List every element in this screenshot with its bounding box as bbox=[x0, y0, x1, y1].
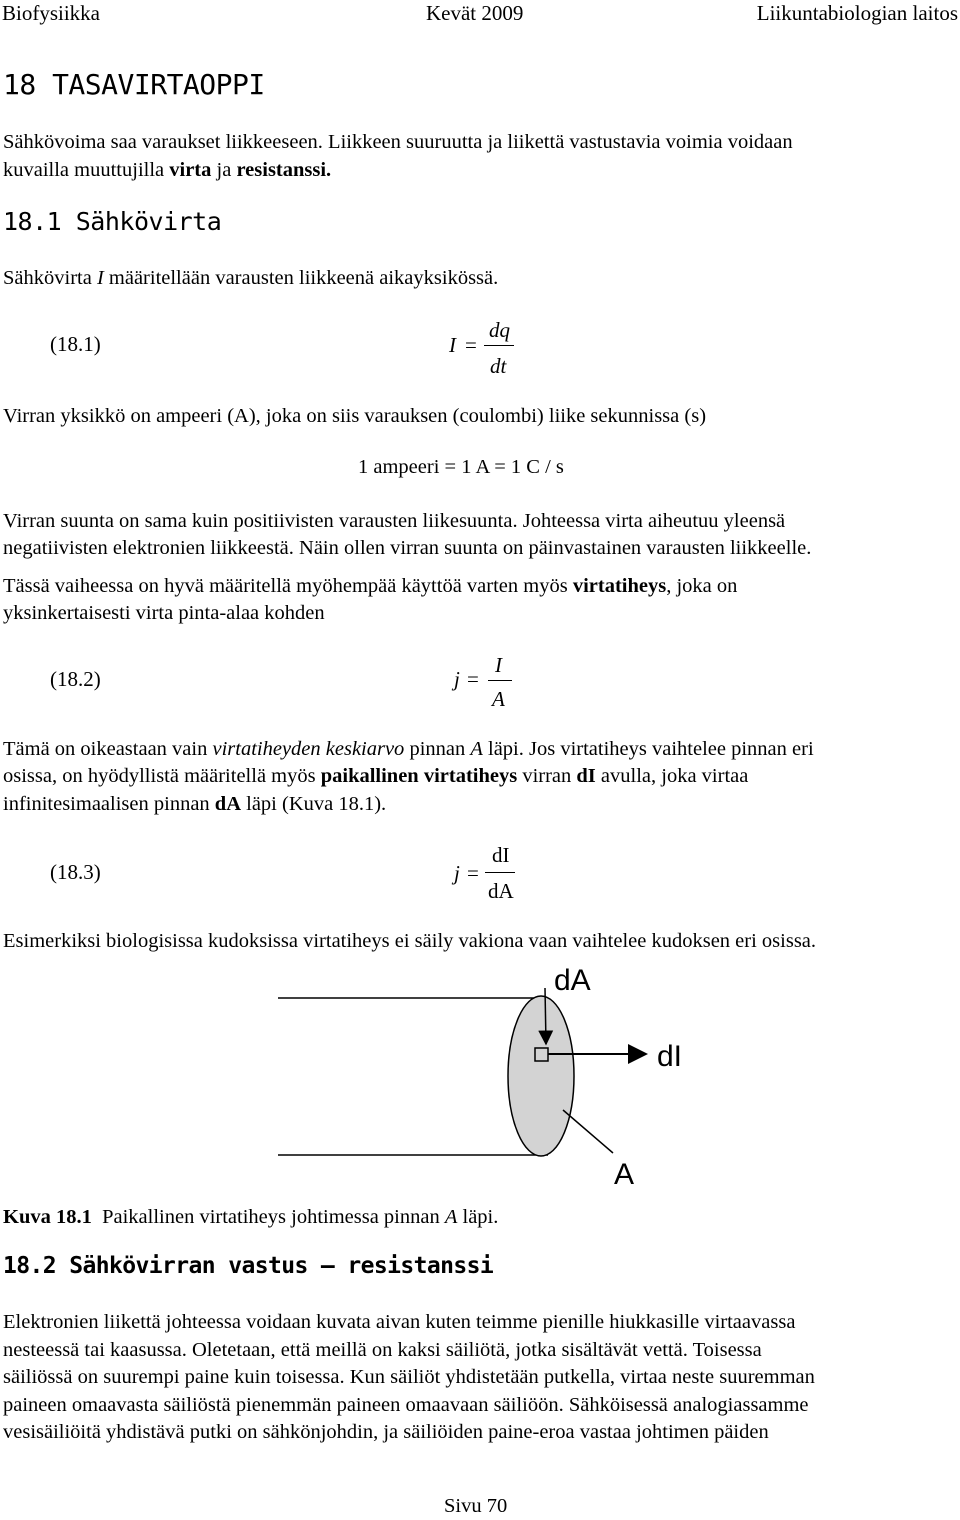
direction-line-2: negatiivisten elektronien liikkeestä. Näin ollen virran suunta on päinvastainen varausten liikkeelle. bbox=[3, 537, 812, 559]
eq3-numerator: dI bbox=[492, 843, 510, 867]
resistance-line-1: Elektronien liikettä johteessa voidaan kuvata aivan kuten teimme pienille hiukkasille virtaavassa bbox=[3, 1311, 796, 1333]
A-label: A bbox=[614, 1158, 635, 1191]
eq1-denominator: dt bbox=[490, 354, 507, 378]
figure-current-density bbox=[270, 960, 690, 1200]
eq1-numerator: dq bbox=[489, 318, 510, 342]
resistance-line-5: vesisäiliöitä yhdistävä putki on sähkönjohdin, ja säiliöiden paine-eroa vastaa johtimen päiden bbox=[3, 1421, 769, 1443]
example-text: Esimerkiksi biologisissa kudoksissa virtatiheys ei säily vakiona vaan vaihtelee kudoksen eri osissa. bbox=[3, 930, 817, 952]
eq2-fraction-bar bbox=[488, 680, 512, 681]
eq2-denominator: A bbox=[492, 687, 505, 711]
density-line-1: Tässä vaiheessa on hyvä määritellä myöhempää käyttöä varten myös virtatiheys, joka on bbox=[3, 575, 738, 597]
resistance-line-3: säiliössä on suurempi paine kuin toisessa. Kun säiliöt yhdistetään putkella, virtaa neste suuremman bbox=[3, 1366, 815, 1388]
unit-text: Virran yksikkö on ampeeri (A), joka on siis varauksen (coulombi) liike sekunnissa (s) bbox=[3, 405, 707, 427]
header-department: Liikuntabiologian laitos bbox=[756, 1, 958, 25]
local-line-2: osissa, on hyödyllistä määritellä myös paikallinen virtatiheys virran dI avulla, joka virtaa bbox=[3, 765, 749, 787]
intro-line-1: Sähkövoima saa varaukset liikkeeseen. Liikkeen suuruutta ja liikettä vastustavia voimia voidaan bbox=[3, 131, 793, 153]
local-line-1: Tämä on oikeastaan vain virtatiheyden keskiarvo pinnan A läpi. Jos virtatiheys vaihtelee pinnan eri bbox=[3, 738, 814, 760]
figure-caption: Kuva 18.1 Paikallinen virtatiheys johtimessa pinnan A läpi. bbox=[3, 1206, 499, 1228]
eq2-lhs: j bbox=[454, 667, 460, 691]
page-number: Sivu 70 bbox=[444, 1495, 508, 1517]
equation-label-18-2: (18.2) bbox=[50, 667, 101, 691]
eq2-numerator: I bbox=[495, 653, 502, 677]
eq1-lhs: I bbox=[449, 333, 456, 357]
eq2-equals: = bbox=[467, 667, 479, 691]
section-title-18-1: 18.1 Sähkövirta bbox=[3, 207, 222, 236]
unit-formula: 1 ampeeri = 1 A = 1 C / s bbox=[358, 456, 564, 478]
resistance-line-4: paineen omaavasta säiliöstä pienemmän paineen omaavaan säiliöön. Sähköisessä analogiassamme bbox=[3, 1394, 809, 1416]
dA-pointer-arrow bbox=[545, 988, 546, 1044]
cross-section-ellipse bbox=[508, 996, 574, 1156]
section-title-18-2: 18.2 Sähkövirran vastus – resistanssi bbox=[3, 1253, 494, 1279]
direction-line-1: Virran suunta on sama kuin positiivisten varausten liikesuunta. Johteessa virta aiheutuu yleensä bbox=[3, 510, 786, 532]
density-line-2: yksinkertaisesti virta pinta-alaa kohden bbox=[3, 602, 325, 624]
current-definition: Sähkövirta I määritellään varausten liikkeenä aikayksikössä. bbox=[3, 267, 499, 289]
header-semester: Kevät 2009 bbox=[426, 1, 524, 25]
eq3-fraction-bar bbox=[485, 872, 515, 873]
eq3-equals: = bbox=[467, 861, 479, 885]
resistance-line-2: nesteessä tai kaasussa. Oletetaan, että meillä on kaksi säiliötä, jotka sisältävät vettä. Toisessa bbox=[3, 1339, 762, 1361]
eq3-denominator: dA bbox=[488, 879, 514, 903]
local-line-3: infinitesimaalisen pinnan dA läpi (Kuva 18.1). bbox=[3, 793, 387, 815]
equation-label-18-3: (18.3) bbox=[50, 860, 101, 884]
eq3-lhs: j bbox=[454, 861, 460, 885]
eq1-fraction-bar bbox=[484, 345, 514, 346]
dI-label: dI bbox=[657, 1040, 683, 1073]
eq1-equals: = bbox=[465, 333, 477, 357]
equation-label-18-1: (18.1) bbox=[50, 332, 101, 356]
header-course: Biofysiikka bbox=[2, 1, 100, 25]
dA-label: dA bbox=[554, 964, 591, 997]
intro-line-2: kuvailla muuttujilla virta ja resistanssi. bbox=[3, 159, 332, 181]
chapter-title: 18 TASAVIRTAOPPI bbox=[3, 68, 265, 101]
A-pointer-line bbox=[563, 1110, 613, 1153]
